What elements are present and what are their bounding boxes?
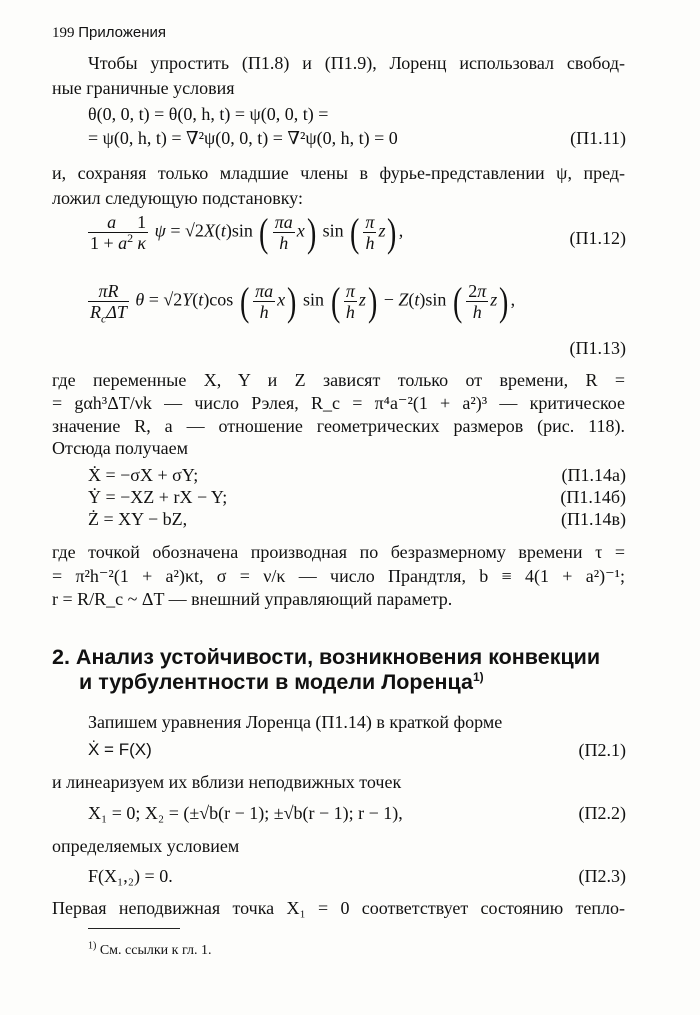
equation-p2-1: Ẋ = F(X)	[88, 740, 152, 759]
equation-p1-14b: Ẏ = −XZ + rX − Y;	[88, 487, 228, 507]
running-header	[52, 24, 166, 42]
footnote-rule	[88, 928, 180, 929]
paragraph-4-line-1: где точкой обозначена производная по безразмерному времени τ =	[52, 542, 625, 562]
section-number: 2.	[52, 645, 70, 669]
equation-label-p1-14b: (П1.14б)	[560, 487, 626, 507]
footnote-mark: 1)	[88, 940, 97, 952]
equation-p1-12: $\frac{a}{1 + a^2}$ $\frac{1}{\kappa}$ ψ = √2X(t)sin ( $\frac{\pi a}{h}$ x) sin ( $\frac{\pi}{h}$ z) ,	[90, 209, 404, 255]
equation-label-p2-1: (П2.1)	[578, 740, 626, 760]
paragraph-7: определяемых условием	[52, 836, 240, 856]
paragraph-2-line-2: ложил следующую подстановку:	[52, 188, 303, 208]
equation-label-p1-12: (П1.12)	[569, 228, 626, 248]
section-title-line-2: и турбулентности в модели Лоренца	[79, 670, 473, 694]
paragraph-6: и линеаризуем их вблизи неподвижных точек	[52, 772, 402, 792]
section-footnote-mark: 1)	[472, 669, 484, 684]
footnote	[88, 940, 212, 959]
equation-label-p1-14a: (П1.14а)	[561, 465, 626, 485]
equation-p2-3: F(X₁,₂) = 0.	[88, 866, 173, 886]
paragraph-3-line-2: = gαh³ΔT/νk — число Рэлея, R_c = π⁴a⁻²(1 + a²)³ — критическое	[52, 393, 625, 413]
equation-p1-11-line-2: = ψ(0, h, t) = ∇²ψ(0, 0, t) = ∇²ψ(0, h, t) = 0	[88, 128, 398, 148]
section-title-line-1: Анализ устойчивости, возникновения конвекции	[75, 645, 601, 669]
paragraph-3-line-1: где переменные X, Y и Z зависят только от времени, R =	[52, 370, 625, 390]
section-heading-line-2	[79, 670, 484, 695]
paragraph-5: Запишем уравнения Лоренца (П1.14) в краткой форме	[88, 712, 503, 732]
paragraph-3-line-3: значение R, a — отношение геометрических размеров (рис. 118).	[52, 416, 625, 436]
equation-p1-14a: Ẋ = −σX + σY;	[88, 465, 199, 485]
equation-label-p2-2: (П2.2)	[578, 803, 626, 823]
paragraph-2-line-1: и, сохраняя только младшие члены в фурье-представлении ψ, пред-	[52, 163, 625, 183]
header-section: Приложения	[78, 24, 167, 41]
equation-label-p2-3: (П2.3)	[578, 866, 626, 886]
paragraph-4-line-2: = π²h⁻²(1 + a²)κt, σ = ν/κ — число Прандтля, b ≡ 4(1 + a²)⁻¹;	[52, 566, 625, 586]
equation-p1-14c: Ż = XY − bZ,	[88, 509, 188, 529]
paragraph-1-line-1: Чтобы упростить (П1.8) и (П1.9), Лоренц использовал свобод-	[88, 53, 625, 73]
equation-label-p1-11: (П1.11)	[570, 128, 626, 148]
page-number: 199	[52, 25, 75, 41]
equation-label-p1-13: (П1.13)	[569, 338, 626, 358]
paragraph-1-line-2: ные граничные условия	[52, 78, 235, 98]
paragraph-4-line-3: r = R/R_c ~ ΔT — внешний управляющий параметр.	[52, 589, 453, 609]
paragraph-8: Первая неподвижная точка X₁ = 0 соответствует состоянию тепло-	[52, 898, 625, 918]
equation-p1-13: $\frac{\pi R}{R_c\Delta T}$ θ = √2Y(t)cos ( $\frac{\pi a}{h}$ x) sin ( $\frac{\pi}{h}$ z) − Z(t)sin ( $\frac{2\pi}{h}$ z) ,	[90, 278, 516, 326]
equation-p2-2: X₁ = 0; X₂ = (±√b(r − 1); ±√b(r − 1); r − 1),	[88, 803, 403, 823]
equation-label-p1-14c: (П1.14в)	[561, 509, 626, 529]
section-heading	[52, 645, 600, 670]
footnote-text: См. ссылки к гл. 1.	[99, 943, 212, 958]
paragraph-3-line-4: Отсюда получаем	[52, 438, 189, 458]
equation-p1-11-line-1: θ(0, 0, t) = θ(0, h, t) = ψ(0, 0, t) =	[88, 104, 329, 124]
